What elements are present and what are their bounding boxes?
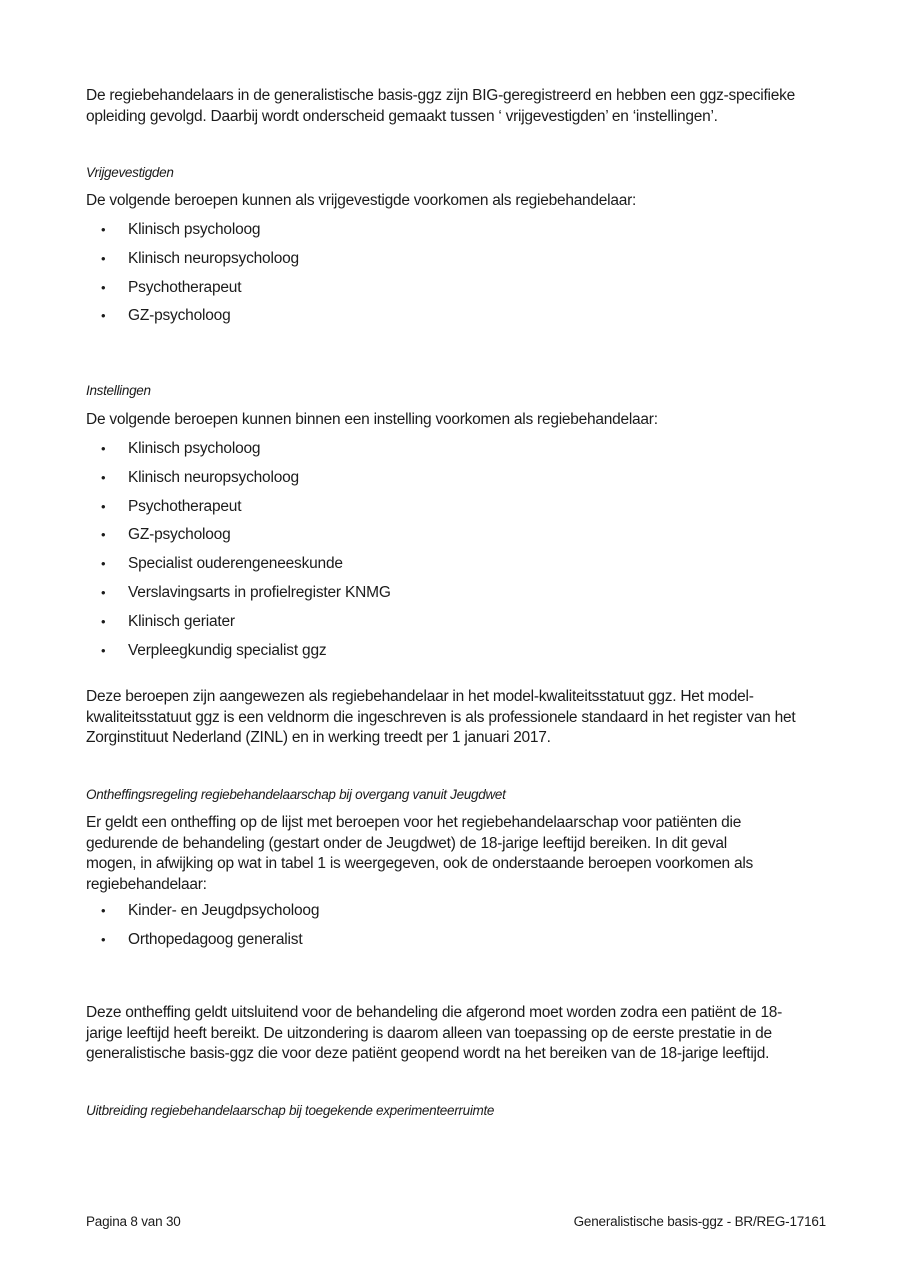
page-number: Pagina 8 van 30 <box>86 1214 181 1229</box>
intro-line: opleiding gevolgd. Daarbij wordt onderscheid gemaakt tussen ‘ vrijgevestigden’ en ‘instellingen’. <box>86 107 718 125</box>
bullet-icon: • <box>101 441 106 456</box>
bullet-icon: • <box>101 469 106 485</box>
bullet-icon: • <box>101 498 106 514</box>
bullet-icon: • <box>101 613 106 629</box>
bullet-icon: • <box>101 556 106 572</box>
vrijgevestigden-lead: De volgende beroepen kunnen als vrijgevestigde voorkomen als regiebehandelaar: <box>86 192 637 209</box>
bullet-icon: • <box>101 308 106 324</box>
bullet-icon: • <box>101 931 106 947</box>
uitsluitend-paragraph: Deze ontheffing geldt uitsluitend voor de behandeling die afgerond moet worden zodra een patiënt de 18- jarige leeftijd heeft bereikt. De uitzondering is daarom alleen van toepassing op de eerste prestatie in de generalistische basis-ggz die voor deze patiënt geopend wordt na het bereiken van de 18-jarige leeftijd. <box>86 1004 783 1062</box>
section-heading-uitbreiding: Uitbreiding regiebehandelaarschap bij toegekende experimenteerruimte <box>86 1103 495 1118</box>
bullet-icon: • <box>101 903 106 918</box>
section-heading-vrijgevestigden: Vrijgevestigden <box>86 165 174 180</box>
intro-line: De regiebehandelaars in de generalistische basis-ggz zijn BIG-geregistreerd en hebben een ggz-specifieke <box>86 87 795 104</box>
bullet-icon: • <box>101 279 106 295</box>
document-reference: Generalistische basis-ggz - BR/REG-17161 <box>573 1214 826 1229</box>
bullet-icon: • <box>101 642 106 658</box>
bullet-icon: • <box>101 222 106 237</box>
section-heading-ontheffing: Ontheffingsregeling regiebehandelaarschap bij overgang vanuit Jeugdwet <box>86 787 506 802</box>
section-heading-instellingen: Instellingen <box>86 383 151 398</box>
statuut-paragraph: Deze beroepen zijn aangewezen als regiebehandelaar in het model-kwaliteitsstatuut ggz. Het model- kwaliteitsstatuut ggz is een veldnorm die ingeschreven is als professionele standaard in het register van het Zorginstituut Nederland (ZINL) en in werking treedt per 1 januari 2017. <box>86 688 796 746</box>
instellingen-lead: De volgende beroepen kunnen binnen een instelling voorkomen als regiebehandelaar: <box>86 411 658 428</box>
intro-paragraph <box>86 86 816 127</box>
bullet-icon: • <box>101 250 106 266</box>
ontheffing-paragraph: Er geldt een ontheffing op de lijst met beroepen voor het regiebehandelaarschap voor patiënten die gedurende de behandeling (gestart onder de Jeugdwet) de 18-jarige leeftijd bereiken. In dit geval mogen, in afwijking op wat in tabel 1 is weergegeven, ook de onderstaande beroepen voorkomen als regiebehandelaar: <box>86 814 754 893</box>
bullet-icon: • <box>101 527 106 543</box>
bullet-icon: • <box>101 584 106 600</box>
